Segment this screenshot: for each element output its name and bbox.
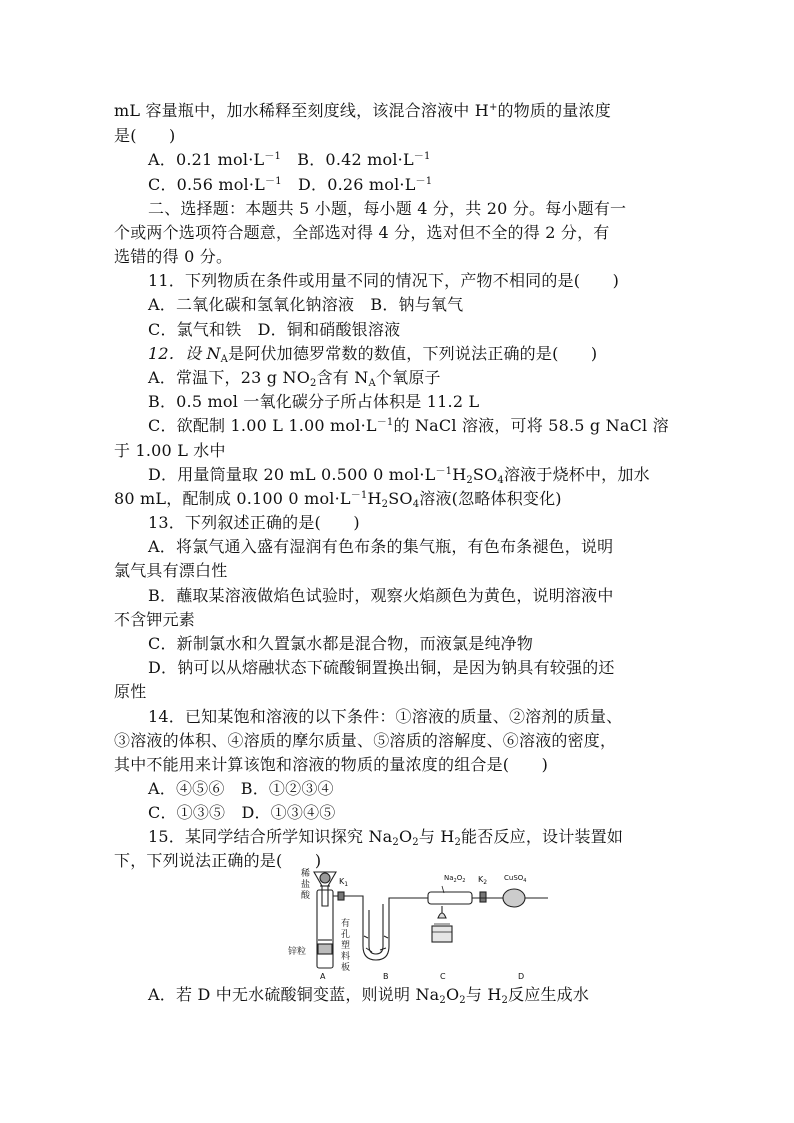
text-line <box>114 753 548 777</box>
tube-a <box>317 890 333 968</box>
valve-k2 <box>480 892 486 902</box>
label-a: A <box>320 972 326 981</box>
superscript: －1 <box>435 466 453 477</box>
text-segment: 13．下列叙述正确的是( ) <box>148 513 360 532</box>
apparatus-figure <box>268 866 550 982</box>
option-line <box>148 983 589 1007</box>
subscript: 2 <box>459 995 466 1006</box>
subscript: A <box>220 354 229 365</box>
board-label: 板 <box>341 963 351 973</box>
question-stem <box>148 705 622 729</box>
text-segment: O <box>398 827 413 846</box>
text-line <box>114 559 227 583</box>
question-stem <box>148 825 623 849</box>
subscript: 2 <box>412 837 419 848</box>
superscript: －1 <box>350 490 368 501</box>
text-segment: 能否反应，设计装置如 <box>461 827 624 846</box>
subscript: 2 <box>392 837 399 848</box>
text-line <box>114 729 616 753</box>
superscript: －1 <box>415 176 433 187</box>
text-segment: H <box>452 465 467 484</box>
valve-k1 <box>338 892 344 900</box>
option-line <box>148 173 432 197</box>
subscript: 2 <box>454 837 462 848</box>
subscript: 2 <box>466 475 473 486</box>
text-segment: SO <box>388 489 413 508</box>
drying-bulb-d <box>503 889 525 907</box>
option-line <box>148 777 334 801</box>
superscript: －1 <box>413 151 431 162</box>
text-segment: 原性 <box>114 682 147 701</box>
text-line <box>114 245 232 269</box>
text-segment: C．氯气和铁 D．铜和硝酸银溶液 <box>148 320 401 339</box>
text-segment: 二、选择题：本题共 5 小题，每小题 4 分，共 20 分。每小题有一 <box>148 199 627 218</box>
option-line <box>148 414 669 438</box>
text-segment: 下，下列说法正确的是( ) <box>114 851 322 870</box>
text-segment: 15．某同学结合所学知识探究 Na <box>148 827 393 846</box>
text-segment: A．④⑤⑥ B．①②③④ <box>148 779 334 798</box>
text-segment: O <box>445 985 460 1004</box>
subscript: 2 <box>310 378 317 389</box>
acid-label: 盐 <box>301 880 311 890</box>
option-line <box>148 148 431 172</box>
text-segment: 与 H <box>465 985 502 1004</box>
text-line <box>114 124 176 148</box>
option-line <box>148 366 441 390</box>
text-segment: ③溶液的体积、④溶质的摩尔质量、⑤溶质的溶解度、⑥溶液的密度， <box>114 731 617 750</box>
superscript: －1 <box>265 176 282 187</box>
board-label: 料 <box>341 952 351 962</box>
text-line <box>114 439 226 463</box>
text-segment: 14．已知某饱和溶液的以下条件：①溶液的质量、②溶剂的质量、 <box>148 707 623 726</box>
subscript: 2 <box>439 995 446 1006</box>
label-c: C <box>440 972 446 981</box>
text-segment: 氯气具有漂白性 <box>114 561 228 580</box>
text-segment: SO <box>472 465 498 484</box>
flame <box>438 913 446 918</box>
board-label: 有 <box>341 919 351 929</box>
acid-label: 稀 <box>301 869 311 879</box>
text-segment: 选错的得 0 分。 <box>114 247 233 266</box>
zinc-label: 锌粒 <box>288 947 307 957</box>
text-segment: 的物质的量浓度 <box>497 101 611 120</box>
text-segment: A．常温下，23 g NO <box>148 368 311 387</box>
option-line <box>148 318 400 342</box>
text-line <box>114 680 146 704</box>
question-stem <box>148 342 597 366</box>
text-segment: 个或两个选项符合题意，全部选对得 4 分，选对但不全的得 2 分，有 <box>114 223 610 242</box>
text-segment: C．新制氯水和久置氯水都是混合物，而液氯是纯净物 <box>148 634 534 653</box>
text-segment: B．蘸取某溶液做焰色试验时，观察火焰颜色为黄色，说明溶液中 <box>148 586 614 605</box>
na2o2-label: $Na_2O_2$ <box>444 874 466 884</box>
cuso4-label: CuSO$_4$ <box>504 874 527 884</box>
text-segment: 溶液(忽略体积变化) <box>419 489 562 508</box>
tube-c <box>428 892 472 904</box>
section-heading <box>148 197 626 221</box>
text-segment: D．用量筒量取 20 mL 0.500 0 mol·L <box>148 465 436 484</box>
question-stem <box>148 511 360 535</box>
text-segment: 其中不能用来计算该饱和溶液的物质的量浓度的组合是( ) <box>114 755 549 774</box>
text-line <box>114 221 610 245</box>
text-segment: 个氧原子 <box>375 368 441 387</box>
text-segment: 是( ) <box>114 126 176 145</box>
board-label: 孔 <box>341 930 351 940</box>
text-line <box>114 99 611 123</box>
text-segment: 反应生成水 <box>508 985 590 1004</box>
text-line <box>114 608 195 632</box>
option-line <box>148 463 650 487</box>
question-stem <box>148 269 619 293</box>
text-segment: 80 mL，配制成 0.100 0 mol·L <box>114 489 351 508</box>
superscript: + <box>488 102 498 113</box>
option-line <box>148 535 613 559</box>
text-segment: 的 NaCl 溶液，可将 58.5 g NaCl 溶 <box>393 416 669 435</box>
text-segment: C．①③⑤ D．①③④⑤ <box>148 803 336 822</box>
text-segment: 溶液于烧杯中，加水 <box>503 465 650 484</box>
acid-label: 酸 <box>301 891 311 901</box>
text-segment: D．钠可以从熔融状态下硫酸铜置换出铜，是因为钠具有较强的还 <box>148 658 615 677</box>
text-segment: 12．设 N <box>148 344 221 363</box>
text-segment: C．0.56 mol·L <box>148 175 265 194</box>
subscript: 4 <box>412 499 420 510</box>
text-segment: 11．下列物质在条件或用量不同的情况下，产物不相同的是( ) <box>148 271 620 290</box>
option-line <box>148 390 479 414</box>
zinc-layer <box>318 944 332 954</box>
label-b: B <box>383 972 389 981</box>
text-segment: D．0.26 mol·L <box>281 175 416 194</box>
text-segment: mL 容量瓶中，加水稀释至刻度线，该混合溶液中 H <box>114 101 489 120</box>
text-segment: A．二氧化碳和氢氧化钠溶液 B．钠与氧气 <box>148 295 464 314</box>
label-d: D <box>518 972 525 981</box>
subscript: 2 <box>501 995 509 1006</box>
text-segment: 是阿伏加德罗常数的数值，下列说法正确的是( ) <box>228 344 598 363</box>
text-segment: 含有 N <box>316 368 369 387</box>
text-segment: A．将氯气通入盛有湿润有色布条的集气瓶，有色布条褪色，说明 <box>148 537 614 556</box>
k1-label: $K_1$ <box>339 877 349 888</box>
text-segment: 于 1.00 L 水中 <box>114 441 226 460</box>
text-segment: 与 H <box>418 827 455 846</box>
text-segment: 不含钾元素 <box>114 610 196 629</box>
board-label: 塑 <box>341 941 351 951</box>
text-segment: B．0.42 mol·L <box>281 150 414 169</box>
text-segment: H <box>367 489 382 508</box>
text-segment: C．欲配制 1.00 L 1.00 mol·L <box>148 416 377 435</box>
k2-label: $K_2$ <box>478 875 488 886</box>
subscript: A <box>368 378 376 389</box>
option-line <box>148 584 614 608</box>
funnel-bulb <box>320 873 330 883</box>
burner-base <box>432 926 452 942</box>
option-line <box>148 656 615 680</box>
text-segment: B．0.5 mol 一氧化碳分子所占体积是 11.2 L <box>148 392 480 411</box>
option-line <box>148 293 463 317</box>
text-segment: A．0.21 mol·L <box>148 150 265 169</box>
text-segment: A．若 D 中无水硫酸铜变蓝，则说明 Na <box>148 985 440 1004</box>
text-line <box>114 487 562 511</box>
subscript: 2 <box>381 499 389 510</box>
option-line <box>148 632 533 656</box>
superscript: －1 <box>376 417 394 428</box>
option-line <box>148 801 335 825</box>
superscript: －1 <box>264 151 282 162</box>
subscript: 4 <box>497 475 504 486</box>
